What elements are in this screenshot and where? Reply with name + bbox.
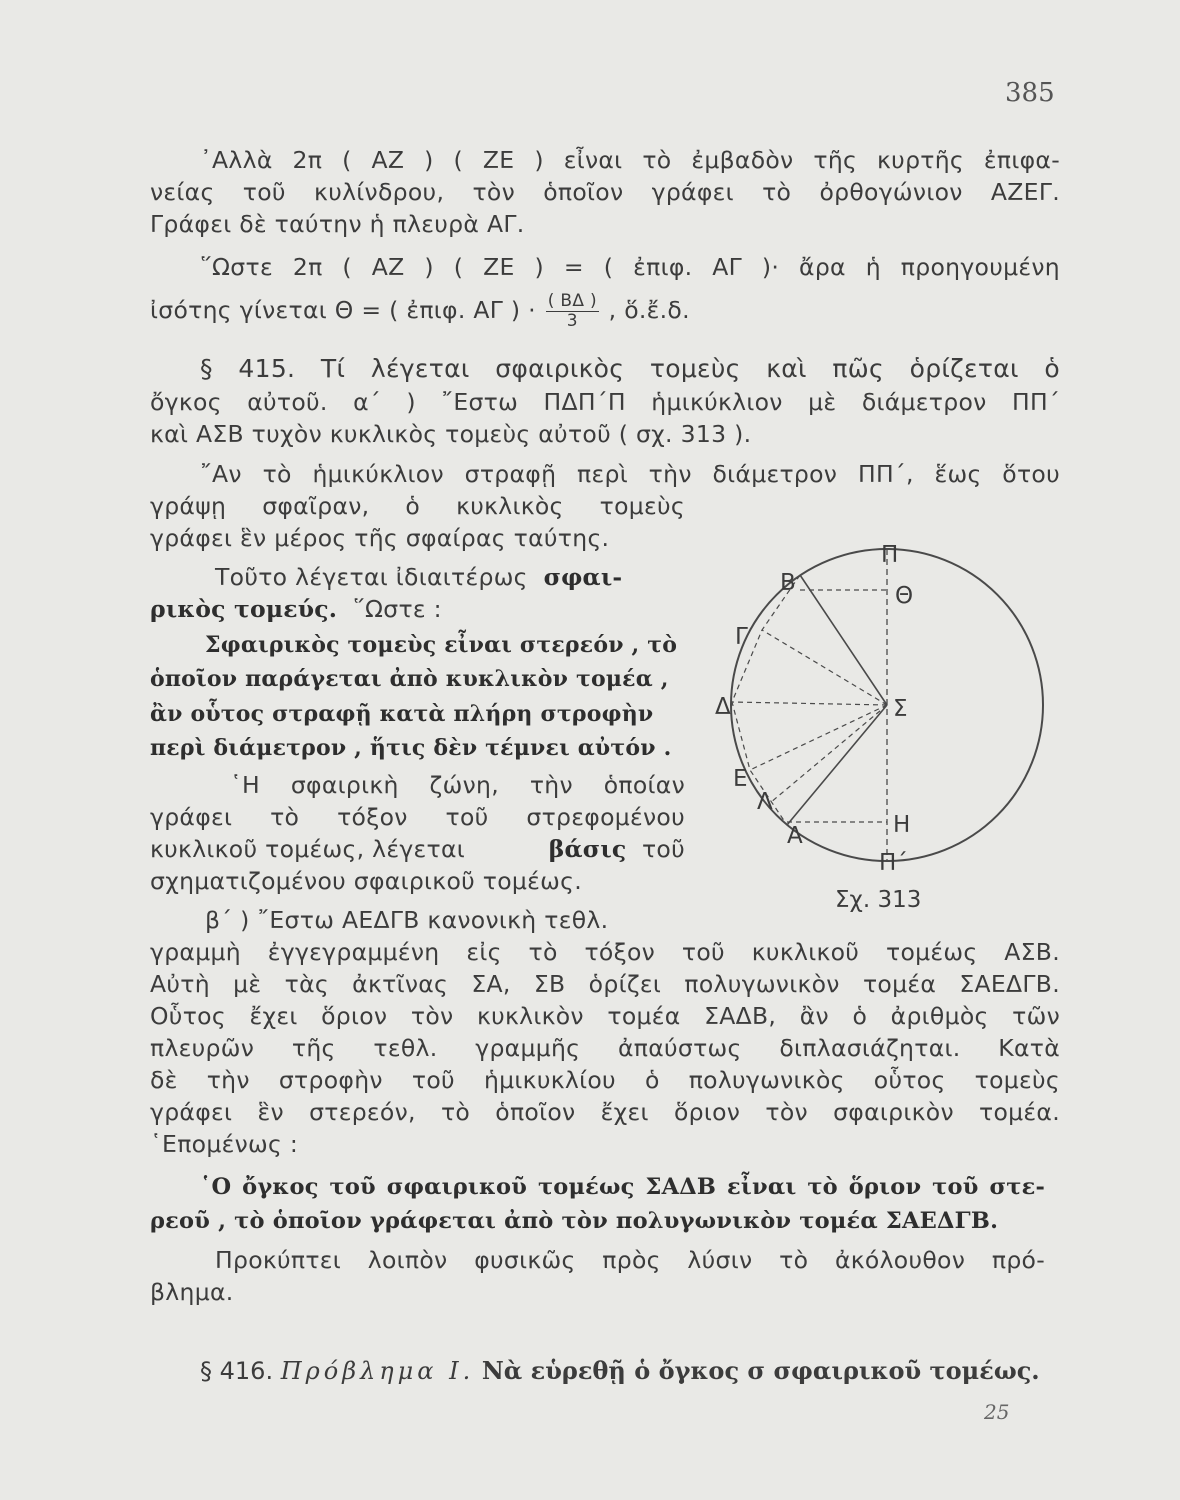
- label-alpha: Α: [787, 823, 803, 849]
- text-line: γραμμὴ ἐγγεγραμμένη εἰς τὸ τόξον τοῦ κυκλικοῦ τομέως ΑΣΒ.: [150, 938, 1060, 966]
- radius-sa: [787, 705, 887, 825]
- text-line: γράφει ἓν στερεόν, τὸ ὁποῖον ἔχει ὅριον τὸν σφαιρικὸν τομέα.: [150, 1098, 1060, 1126]
- text-line: Αὐτὴ μὲ τὰς ἀκτῖνας ΣΑ, ΣΒ ὁρίζει πολυγωνικὸν τομέα ΣΑΕΔΓΒ.: [150, 970, 1060, 998]
- label-epsilon: Ε: [733, 766, 748, 792]
- section-number: § 416.: [200, 1357, 274, 1385]
- label-gamma: Γ: [735, 624, 748, 650]
- text-line: Οὗτος ἔχει ὅριον τὸν κυκλικὸν τομέα ΣΑΔΒ, ἂν ὁ ἀριθμὸς τῶν: [150, 1002, 1060, 1030]
- text-line: βλημα.: [150, 1278, 234, 1306]
- text-line: γράφει τὸ τόξον τοῦ στρεφομένου: [150, 803, 685, 831]
- label-pi: Π: [881, 542, 899, 568]
- definition-line: περὶ διάμετρον , ἥτις δὲν τέμνει αὐτόν .: [150, 735, 672, 761]
- text-line: δὲ τὴν στροφὴν τοῦ ἡμικυκλίου ὁ πολυγωνικὸς οὗτος τομεὺς: [150, 1066, 1060, 1094]
- text-line: ὄγκος αὐτοῦ. α΄ ) ῎Εστω ΠΔΠ΄Π ἡμικύκλιον μὲ διάμετρον ΠΠ΄: [150, 388, 1060, 416]
- text-line: γράψῃ σφαῖραν, ὁ κυκλικὸς τομεὺς: [150, 492, 685, 520]
- bold-term: βάσις: [548, 835, 627, 863]
- text-line: ῾Επομένως :: [150, 1130, 299, 1158]
- bold-term: ρικὸς τομεύς.: [150, 595, 338, 623]
- label-pi-prime: Π΄: [879, 850, 908, 876]
- bold-term: σφαι-: [543, 563, 623, 591]
- problem-text: Νὰ εὑρεθῇ ὁ ὄγκος σ σφαιρικοῦ τομέως.: [481, 1356, 1040, 1385]
- fraction-numerator: ( ΒΔ ): [547, 291, 597, 311]
- radius-sb: [800, 575, 887, 705]
- figure-caption: Σχ. 313: [835, 887, 922, 913]
- fraction-suffix: , ὅ.ἔ.δ.: [608, 296, 690, 324]
- text-line: Γράφει δὲ ταύτην ἡ πλευρὰ ΑΓ.: [150, 210, 525, 238]
- radius-sl: [770, 705, 887, 803]
- page-number: 385: [1005, 78, 1055, 108]
- text-line: γράφει ἓν μέρος τῆς σφαίρας ταύτης.: [150, 524, 610, 552]
- definition-line: ἂν οὗτος στραφῇ κατὰ πλήρη στροφὴν: [150, 701, 654, 727]
- text-line: β΄ ) ῎Εστω ΑΕΔΓΒ κανονικὴ τεθλ.: [205, 906, 609, 934]
- definition-line: ὁποῖον παράγεται ἀπὸ κυκλικὸν τομέα ,: [150, 666, 669, 692]
- plain-text: Τοῦτο λέγεται ἰδιαιτέρως: [215, 563, 528, 591]
- theorem-line: ῾Ο ὄγκος τοῦ σφαιρικοῦ τομέως ΣΑΔΒ εἶναι τὸ ὅριον τοῦ στε-: [200, 1174, 1045, 1200]
- plain-text: κυκλικοῦ τομέως, λέγεται: [150, 835, 466, 863]
- radius-sd: [732, 702, 887, 705]
- fraction-denominator: 3: [566, 311, 578, 331]
- radius-se: [750, 705, 887, 770]
- label-theta: Θ: [895, 583, 914, 609]
- theorem-line: ρεοῦ , τὸ ὁποῖον γράφεται ἀπὸ τὸν πολυγωνικὸν τομέα ΣΑΕΔΓΒ.: [150, 1208, 999, 1234]
- equation-text: ἰσότης γίνεται Θ = ( ἐπιφ. ΑΓ ) ·: [150, 296, 536, 324]
- radius-sg: [762, 630, 887, 705]
- text-line: ῾Η σφαιρικὴ ζώνη, τὴν ὁποίαν: [230, 771, 685, 799]
- text-line: σχηματιζομένου σφαιρικοῦ τομέως.: [150, 867, 583, 895]
- label-sigma: Σ: [893, 696, 908, 722]
- definition-line: Σφαιρικὸς τομεὺς εἶναι στερεόν , τὸ: [205, 632, 678, 658]
- text-line: Προκύπτει λοιπὸν φυσικῶς πρὸς λύσιν τὸ ἀκόλουθον πρό-: [215, 1246, 1045, 1274]
- plain-text: τοῦ: [641, 835, 685, 863]
- text-line: καὶ ΑΣΒ τυχὸν κυκλικὸς τομεὺς αὐτοῦ ( σχ. 313 ).: [150, 420, 752, 448]
- text-line: νείας τοῦ κυλίνδρου, τὸν ὁποῖον γράφει τὸ ὀρθογώνιον ΑΖΕΓ.: [150, 178, 1060, 206]
- label-lambda: Λ: [757, 789, 773, 815]
- plain-text: ῞Ωστε :: [352, 595, 442, 623]
- label-delta: Δ: [715, 694, 731, 720]
- section-415-heading: § 415. Τί λέγεται σφαιρικὸς τομεὺς καὶ πῶς ὁρίζεται ὁ: [200, 354, 1060, 383]
- text-line: ῞Ωστε 2π ( ΑΖ ) ( ΖΕ ) = ( ἐπιφ. ΑΓ )· ἄρα ἡ προηγουμένη: [200, 253, 1060, 281]
- label-eta: Η: [893, 812, 911, 838]
- problem-label: Πρόβλημα Ι.: [280, 1357, 475, 1385]
- text-line: ᾿Αλλὰ 2π ( ΑΖ ) ( ΖΕ ) εἶναι τὸ ἐμβαδὸν τῆς κυρτῆς ἐπιφα-: [200, 146, 1060, 174]
- text-line: ῎Αν τὸ ἡμικύκλιον στραφῇ περὶ τὴν διάμετρον ΠΠ΄, ἕως ὅτου: [200, 460, 1060, 488]
- label-beta: Β: [780, 570, 796, 596]
- text-line: πλευρῶν τῆς τεθλ. γραμμῆς ἀπαύστως διπλασιάζηται. Κατὰ: [150, 1034, 1060, 1062]
- signature-mark: 25: [984, 1400, 1010, 1424]
